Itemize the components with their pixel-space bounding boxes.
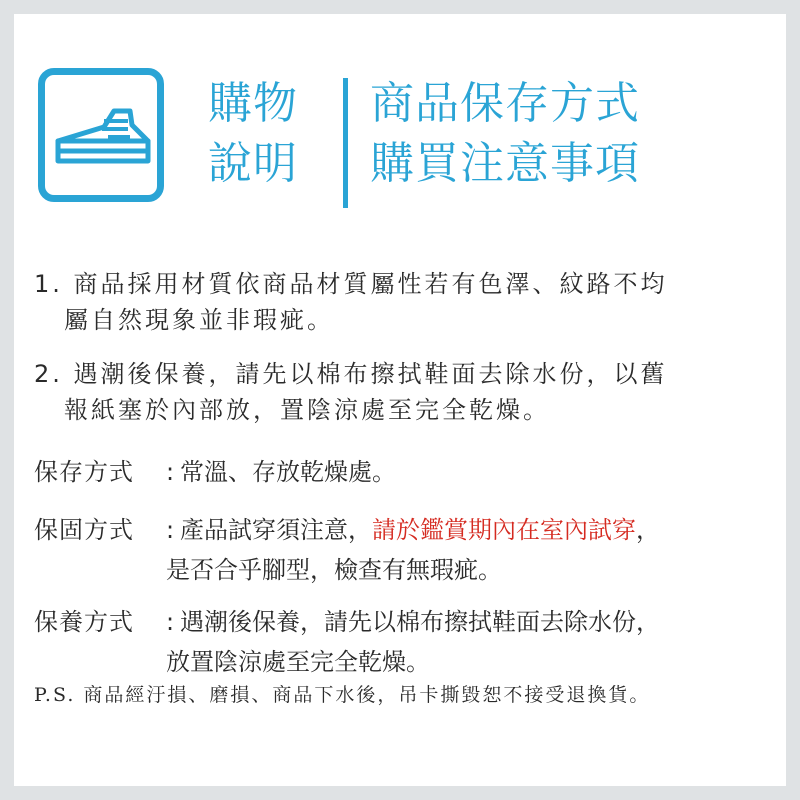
care-label: 保養方式: [34, 608, 134, 636]
subtitle-line-1: 商品保存方式: [370, 78, 640, 129]
ps-note: P.S. 商品經汙損、磨損、商品下水後，吊卡撕毀恕不接受退換貨。: [34, 684, 651, 706]
warranty-text-a: 產品試穿須注意，: [180, 516, 372, 544]
header-title: [208, 74, 338, 194]
note-1-line-1: 1. 商品採用材質依商品材質屬性若有色澤、紋路不均: [34, 270, 668, 298]
warranty-text-b: ，: [636, 516, 660, 544]
warranty-highlight: 請於鑑賞期內在室內試穿: [372, 516, 636, 544]
note-1-line-2: 屬自然現象並非瑕疵。: [64, 306, 334, 334]
header-subtitle: [370, 74, 640, 194]
subtitle-line-2: 購買注意事項: [370, 138, 640, 189]
note-2: [34, 356, 668, 428]
note-2-line-2: 報紙塞於內部放，置陰涼處至完全乾燥。: [64, 396, 550, 424]
header-divider: [343, 78, 348, 208]
storage-text: 常溫、存放乾燥處。: [180, 458, 396, 486]
storage-colon: :: [166, 458, 175, 486]
care-line-1: 遇潮後保養，請先以棉布擦拭鞋面去除水份，: [180, 608, 660, 636]
logo-box: [38, 68, 164, 202]
warranty-section: [34, 510, 660, 590]
note-1: [34, 266, 668, 338]
warranty-colon: :: [166, 516, 175, 544]
title-line-1: 購物: [208, 78, 298, 129]
sneaker-icon: [54, 105, 152, 167]
storage-section: [34, 452, 396, 492]
storage-label: 保存方式: [34, 458, 134, 486]
care-colon: :: [166, 608, 175, 636]
warranty-line-2: 是否合乎腳型，檢查有無瑕疵。: [166, 556, 502, 584]
care-line-2: 放置陰涼處至完全乾燥。: [166, 648, 430, 676]
header: [38, 68, 738, 218]
note-2-line-1: 2. 遇潮後保養，請先以棉布擦拭鞋面去除水份，以舊: [34, 360, 668, 388]
warranty-label: 保固方式: [34, 516, 134, 544]
title-line-2: 說明: [208, 138, 298, 189]
care-section: [34, 602, 660, 682]
